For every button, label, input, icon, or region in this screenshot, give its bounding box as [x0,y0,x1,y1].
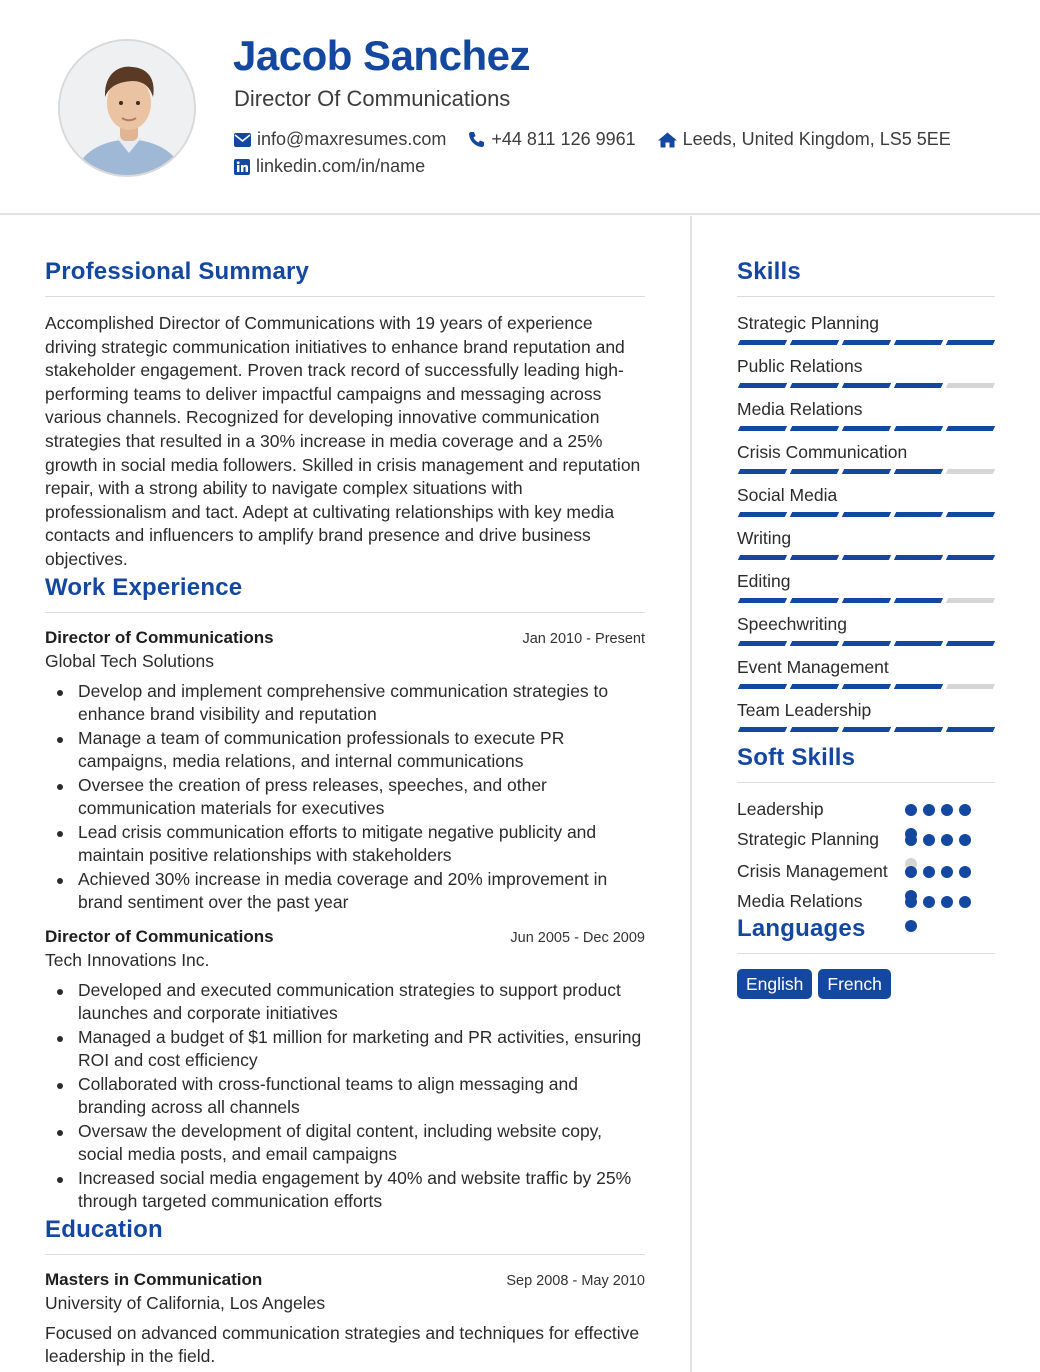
skill-level-bar [739,727,999,732]
candidate-title: Director Of Communications [234,86,511,111]
section-heading: Education [45,1215,163,1243]
phone-text: +44 811 126 9961 [491,129,636,149]
skills-list [737,312,995,742]
soft-skill-item [737,798,995,821]
skill-level-segment [790,641,839,646]
skill-level-bar [739,426,999,431]
address-contact [658,129,951,150]
skill-item [737,570,995,613]
candidate-name: Jacob Sanchez [233,32,530,79]
soft-skill-item [737,890,995,913]
languages-list [737,969,995,999]
skill-name: Event Management [737,657,889,677]
school-name: University of California, Los Angeles [45,1292,326,1313]
skill-name: Strategic Planning [737,313,880,333]
list-item: Collaborated with cross-functional teams to align messaging and branding across all channels [45,1073,645,1120]
skill-level-segment [946,555,995,560]
job-date: Jan 2010 - Present [522,630,645,647]
skill-level-segment [842,340,891,345]
skill-level-segment [842,383,891,388]
section-heading: Professional Summary [45,258,310,285]
profile-photo [58,39,196,177]
skill-name: Writing [737,528,792,548]
section-heading: Skills [737,258,801,285]
soft-skill-rating [905,896,985,944]
rating-dot [941,834,953,846]
skill-level-segment [790,426,839,431]
linkedin-icon [234,159,250,175]
skill-level-segment [738,598,787,603]
skill-level-segment [894,340,943,345]
rating-dot [905,804,917,816]
skill-level-segment [842,512,891,517]
skill-level-segment [738,426,787,431]
experience-section [45,574,645,1214]
skill-level-segment [894,383,943,388]
skill-level-segment [894,426,943,431]
skill-level-bar [739,340,999,345]
skill-level-segment [946,641,995,646]
rating-dot [941,804,953,816]
skill-level-segment [894,512,943,517]
education-section [45,1216,645,1369]
skill-name: Team Leadership [737,700,872,720]
soft-skills-section [737,744,995,913]
contact-row [234,129,973,150]
rating-dot [959,834,971,846]
degree-title: Masters in Communication [45,1269,263,1289]
skill-level-segment [946,383,995,388]
skill-level-segment [738,684,787,689]
summary-text: Accomplished Director of Communications with 19 years of experience driving strategic communication initiatives to enhance brand reputation and stakeholder engagement. Proven track record of successfully leading high-performing teams to deliver impactful campaigns and messaging across various channels. Recognized for developing innovative communication strategies that resulted in a 30% increase in media coverage and a 25% growth in social media followers. Skilled in crisis management and reputation repair, with a strong ability to navigate complex situations with professionalism and tact. Adept at cultivating relationships with key media contacts and influencers to amplify brand presence and drive business objectives. [45,313,641,569]
education-date: Sep 2008 - May 2010 [506,1272,645,1289]
address-text: Leeds, United Kingdom, LS5 5EE [682,129,951,149]
skill-level-bar [739,383,999,388]
email-text: info@maxresumes.com [257,129,447,149]
skill-level-segment [738,383,787,388]
job-entry [45,927,645,1214]
rating-dot [959,804,971,816]
skill-level-segment [946,598,995,603]
skill-item [737,398,995,441]
skill-level-segment [946,426,995,431]
list-item: Oversee the creation of press releases, speeches, and other communication materials for executives [45,774,645,821]
phone-contact[interactable] [468,129,635,150]
skill-name: Social Media [737,485,838,505]
skill-item [737,656,995,699]
soft-skill-name: Media Relations [737,891,863,911]
rating-dot [905,866,917,878]
list-item: Develop and implement comprehensive communication strategies to enhance brand visibility and reputation [45,680,645,727]
skill-level-segment [738,641,787,646]
section-heading: Work Experience [45,573,243,601]
skill-name: Public Relations [737,356,863,376]
job-title: Director of Communications [45,926,274,946]
list-item: Developed and executed communication strategies to support product launches and corporate initiatives [45,979,645,1026]
phone-icon [468,131,485,148]
skill-item [737,355,995,398]
skill-level-segment [946,340,995,345]
skill-name: Crisis Communication [737,442,908,462]
email-contact[interactable] [234,129,446,150]
skill-level-bar [739,684,999,689]
skill-name: Speechwriting [737,614,847,634]
skill-level-segment [842,727,891,732]
job-bullets [45,680,645,915]
list-item: Managed a budget of $1 million for marketing and PR activities, ensuring ROI and cost efficiency [45,1026,645,1073]
soft-skill-item [737,828,995,851]
soft-skills-list [737,798,995,913]
rating-dot [941,866,953,878]
envelope-icon [234,133,251,147]
language-badge: English [737,969,812,999]
skill-level-bar [739,512,999,517]
home-icon [658,132,677,148]
contact-row-2 [234,156,447,177]
rating-dot [959,866,971,878]
rating-dot [923,804,935,816]
skill-level-bar [739,555,999,560]
skill-level-segment [946,727,995,732]
section-heading: Soft Skills [737,744,856,771]
skill-level-segment [842,469,891,474]
job-company: Tech Innovations Inc. [45,949,210,970]
skill-level-segment [894,555,943,560]
skill-level-segment [738,555,787,560]
skill-level-segment [790,727,839,732]
linkedin-contact[interactable] [234,156,425,177]
skills-section [737,258,995,742]
job-title: Director of Communications [45,627,274,647]
resume-header [0,0,1040,215]
main-column [45,258,645,1369]
rating-dot [923,866,935,878]
skill-level-segment [842,555,891,560]
skill-level-segment [842,426,891,431]
section-heading: Languages [737,915,866,942]
skill-level-segment [894,641,943,646]
skill-level-segment [790,512,839,517]
skill-name: Editing [737,571,791,591]
section-rule [737,782,995,783]
skill-level-segment [842,641,891,646]
rating-dot [923,834,935,846]
skill-name: Media Relations [737,399,863,419]
sidebar-column [737,258,995,999]
skill-level-bar [739,641,999,646]
education-description: Focused on advanced communication strategies and techniques for effective leadership in the field. [45,1322,640,1367]
rating-dot [959,896,971,908]
rating-dot [923,896,935,908]
list-item: Oversaw the development of digital content, including website copy, social media posts, and email campaigns [45,1120,645,1167]
skill-item [737,312,995,355]
skill-item [737,699,995,742]
section-rule [45,612,645,613]
skill-level-bar [739,598,999,603]
soft-skill-name: Strategic Planning [737,829,880,849]
list-item: Manage a team of communication professionals to execute PR campaigns, media relations, and internal communications [45,727,645,774]
section-rule [737,953,995,954]
list-item: Lead crisis communication efforts to mitigate negative publicity and maintain positive relationships with stakeholders [45,821,645,868]
job-entry [45,628,645,915]
summary-section [45,258,645,572]
skill-level-segment [946,512,995,517]
skill-level-segment [790,555,839,560]
skill-level-segment [790,383,839,388]
language-badge: French [818,969,890,999]
column-divider [690,216,692,1372]
skill-level-bar [739,469,999,474]
skill-level-segment [894,598,943,603]
skill-level-segment [790,469,839,474]
skill-level-segment [894,684,943,689]
skill-item [737,613,995,656]
rating-dot [941,896,953,908]
skill-level-segment [946,684,995,689]
linkedin-text: linkedin.com/in/name [256,156,426,176]
job-date: Jun 2005 - Dec 2009 [510,929,645,946]
skill-level-segment [790,340,839,345]
profile-photo-illustration [60,41,196,177]
job-bullets [45,979,645,1214]
skill-item [737,441,995,484]
job-company: Global Tech Solutions [45,650,214,671]
skill-level-segment [946,469,995,474]
skill-level-segment [790,598,839,603]
section-rule [45,1254,645,1255]
section-rule [737,296,995,297]
rating-dot [905,920,917,932]
soft-skill-item [737,860,995,883]
section-rule [45,296,645,297]
skill-level-segment [894,727,943,732]
rating-dot [905,896,917,908]
skill-item [737,527,995,570]
rating-dot [905,834,917,846]
skill-level-segment [738,512,787,517]
soft-skill-name: Crisis Management [737,861,888,881]
skill-item [737,484,995,527]
skill-level-segment [738,340,787,345]
skill-level-segment [738,727,787,732]
skill-level-segment [842,598,891,603]
skill-level-segment [738,469,787,474]
skill-level-segment [894,469,943,474]
soft-skill-name: Leadership [737,799,824,819]
list-item: Achieved 30% increase in media coverage and 20% improvement in brand sentiment over the past year [45,868,645,915]
skill-level-segment [790,684,839,689]
skill-level-segment [842,684,891,689]
list-item: Increased social media engagement by 40% and website traffic by 25% through targeted communication efforts [45,1167,645,1214]
